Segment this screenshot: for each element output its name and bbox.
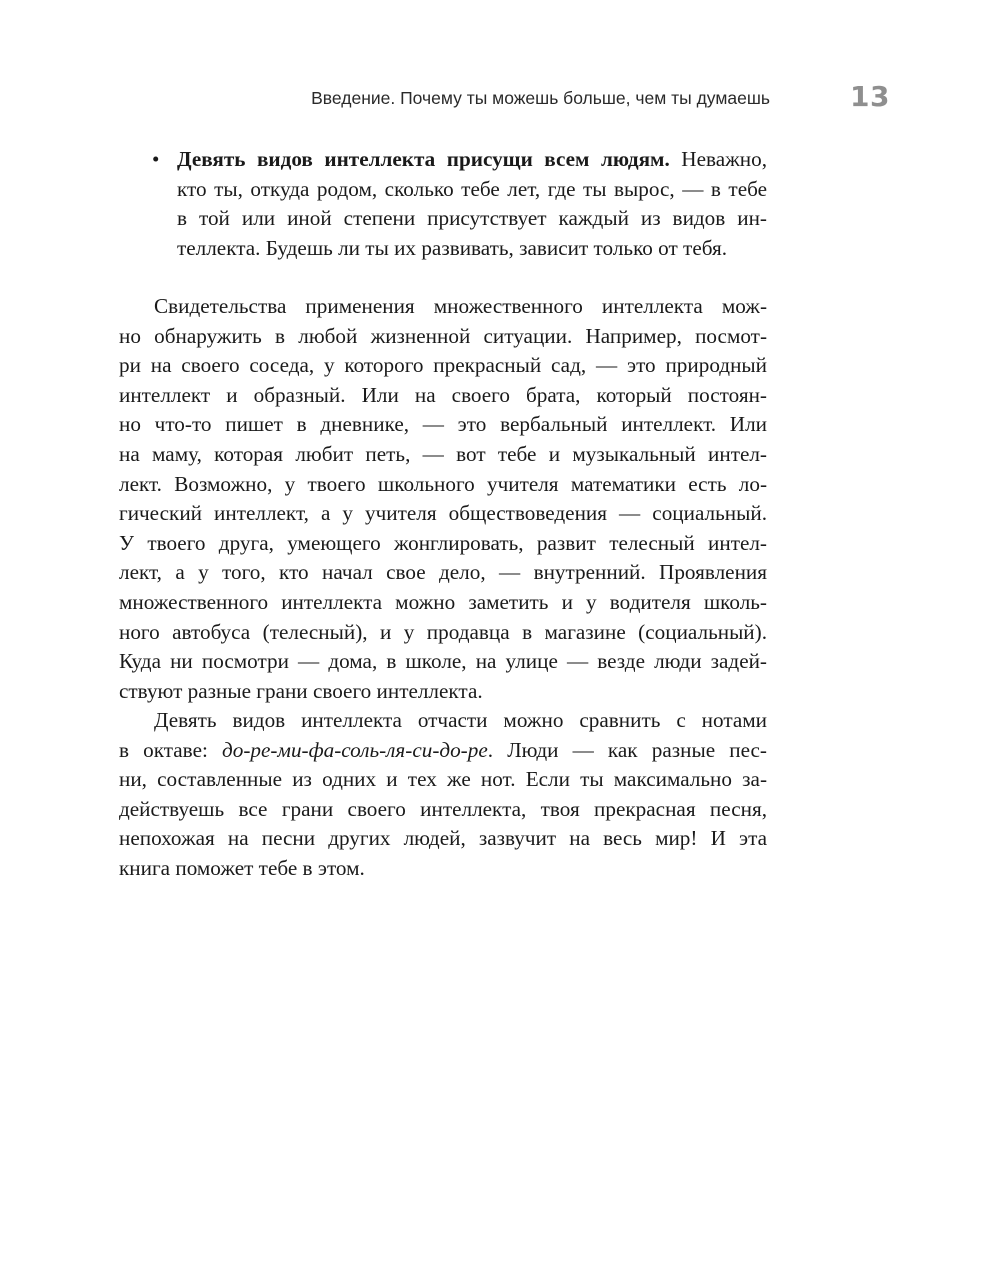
- text-line: [177, 145, 767, 175]
- text-line: ствуют разные грани своего интеллекта.: [119, 678, 483, 703]
- text-line: в той или иной степени присутствует каждый из видов ин-: [177, 206, 767, 231]
- text-line: [119, 736, 767, 766]
- text-line: действуешь все грани своего интеллекта, твоя прекрасная песня,: [119, 796, 767, 821]
- bullet-item: [177, 145, 767, 263]
- text-line: кто ты, откуда родом, сколько тебе лет, где ты вырос, — в тебе: [177, 176, 767, 201]
- text-line: ного автобуса (телесный), и у продавца в магазине (социальный).: [119, 619, 767, 644]
- text-line: Куда ни посмотри — дома, в школе, на улице — везде люди задей-: [119, 649, 767, 674]
- running-header-title: Введение. Почему ты можешь больше, чем ты думаешь: [311, 88, 770, 108]
- text-line: ни, составленные из одних и тех же нот. Если ты максимально за-: [119, 767, 767, 792]
- text-line: лект, а у того, кто начал свое дело, — внутренний. Проявления: [119, 560, 767, 585]
- paragraph-1: [119, 292, 767, 706]
- bold-lead: Девять видов интеллекта присущи всем людям.: [177, 147, 670, 171]
- text-line: непохожая на песни других людей, зазвучит на весь мир! И эта: [119, 826, 767, 851]
- text-line: на маму, которая любит петь, — вот тебе и музыкальный интел-: [119, 441, 767, 466]
- text-line: книга поможет тебе в этом.: [119, 855, 365, 880]
- text-line: интеллект и образный. Или на своего брата, который постоян-: [119, 382, 767, 407]
- text-line: лект. Возможно, у твоего школьного учителя математики есть ло-: [119, 471, 767, 496]
- paragraph-2: [119, 706, 767, 884]
- text-line: Свидетельства применения множественного интеллекта мож-: [154, 294, 767, 318]
- line-end: . Люди — как разные пес-: [487, 737, 767, 762]
- line-rest: Неважно,: [669, 147, 767, 171]
- page-number: 13: [850, 80, 890, 113]
- text-line: но обнаружить в любой жизненной ситуации. Например, посмот-: [119, 323, 767, 348]
- text-line: У твоего друга, умеющего жонглировать, развит телесный интел-: [119, 530, 767, 555]
- text-line: гический интеллект, а у учителя обществоведения — социальный.: [119, 501, 767, 526]
- text-line: множественного интеллекта можно заметить и у водителя школь-: [119, 589, 767, 614]
- italic-notes: до-ре-ми-фа-соль-ля-си-до-ре: [222, 737, 488, 762]
- text-line: Девять видов интеллекта отчасти можно сравнить с нотами: [154, 708, 767, 732]
- text-line: теллекта. Будешь ли ты их развивать, зависит только от тебя.: [177, 235, 728, 260]
- line-start: в октаве:: [119, 737, 223, 762]
- text-line: но что-то пишет в дневнике, — это вербальный интеллект. Или: [119, 412, 767, 437]
- bullet-marker: •: [152, 147, 160, 171]
- text-line: ри на своего соседа, у которого прекрасный сад, — это природный: [119, 353, 767, 378]
